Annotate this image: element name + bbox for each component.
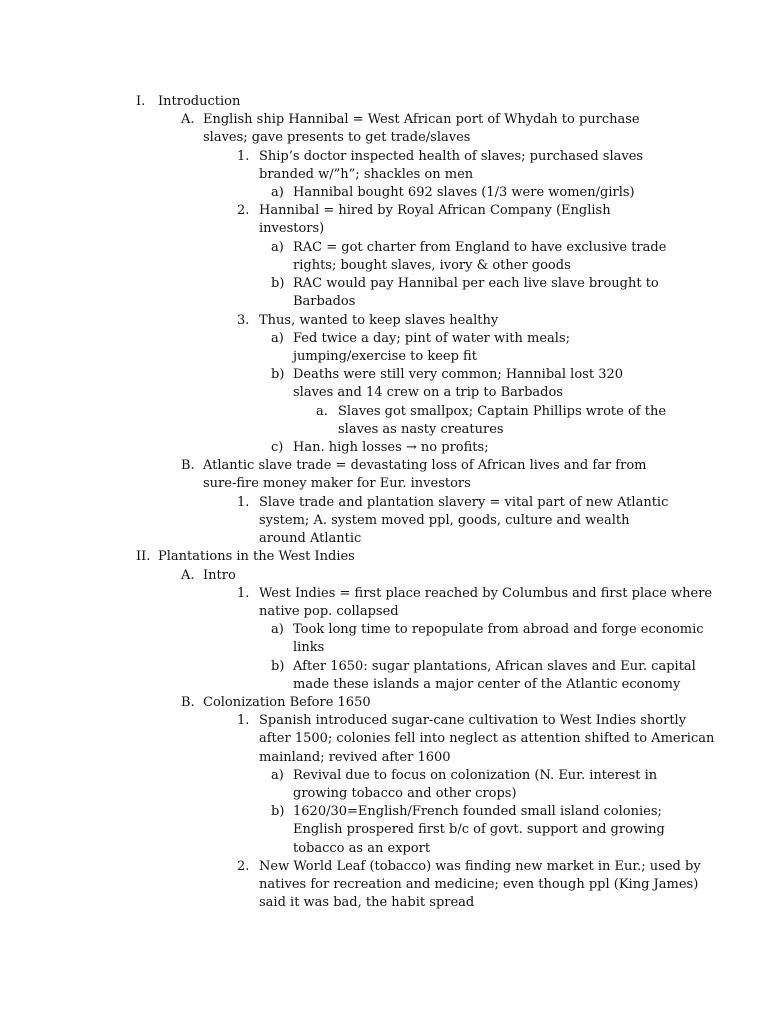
outline-text: Revival due to focus on colonization (N. Eur. interest in <box>293 768 658 783</box>
outline-text: RAC would pay Hannibal per each live slave brought to <box>293 276 659 291</box>
outline-marker: A. <box>181 568 195 583</box>
outline-marker: B. <box>181 458 195 473</box>
outline-marker: c) <box>271 440 284 455</box>
outline-text: said it was bad, the habit spread <box>259 895 475 910</box>
outline-marker: a) <box>271 622 284 637</box>
outline-marker: b) <box>271 659 285 674</box>
outline-marker: b) <box>271 276 285 291</box>
outline-text: Hannibal = hired by Royal African Company (English <box>259 203 611 218</box>
outline-text: slaves as nasty creatures <box>338 422 504 437</box>
outline-text: After 1650: sugar plantations, African slaves and Eur. capital <box>293 659 696 674</box>
outline-text: links <box>293 640 325 655</box>
outline-marker: b) <box>271 804 285 819</box>
outline-marker: a) <box>271 185 284 200</box>
outline-text: mainland; revived after 1600 <box>259 750 451 765</box>
outline-text: branded w/”h”; shackles on men <box>259 167 474 182</box>
outline-text: slaves and 14 crew on a trip to Barbados <box>293 385 563 400</box>
outline-text: around Atlantic <box>259 531 362 546</box>
outline-text: Plantations in the West Indies <box>158 549 355 564</box>
outline-text: Introduction <box>158 94 241 109</box>
outline-marker: a) <box>271 768 284 783</box>
outline-text: Deaths were still very common; Hannibal lost 320 <box>293 367 624 382</box>
outline-marker: 1. <box>237 713 250 728</box>
outline-text: Slave trade and plantation slavery = vital part of new Atlantic <box>259 495 669 510</box>
outline-marker: B. <box>181 695 195 710</box>
outline-marker: 1. <box>237 149 250 164</box>
outline-text: slaves; gave presents to get trade/slaves <box>203 130 471 145</box>
outline-text: Thus, wanted to keep slaves healthy <box>259 313 499 328</box>
outline-text: growing tobacco and other crops) <box>293 786 517 801</box>
outline-marker: b) <box>271 367 285 382</box>
outline-marker: A. <box>181 112 195 127</box>
outline-marker: a. <box>316 404 328 419</box>
outline-text: Intro <box>203 568 236 583</box>
outline-text: Barbados <box>293 294 356 309</box>
outline-text: Colonization Before 1650 <box>203 695 371 710</box>
outline-marker: a) <box>271 240 284 255</box>
outline-marker: 2. <box>237 203 250 218</box>
outline-text: Slaves got smallpox; Captain Phillips wrote of the <box>338 404 667 419</box>
outline-text: RAC = got charter from England to have exclusive trade <box>293 240 667 255</box>
outline-text: sure-fire money maker for Eur. investors <box>203 476 471 491</box>
outline-text: native pop. collapsed <box>259 604 399 619</box>
outline-text: English prospered first b/c of govt. support and growing <box>293 822 665 837</box>
outline-marker: 1. <box>237 586 250 601</box>
outline-text: tobacco as an export <box>293 841 431 856</box>
outline-text: 1620/30=English/French founded small island colonies; <box>293 804 662 819</box>
outline-marker: a) <box>271 331 284 346</box>
outline-text: New World Leaf (tobacco) was finding new market in Eur.; used by <box>259 859 701 874</box>
outline-marker: I. <box>136 94 146 109</box>
outline-text: jumping/exercise to keep fit <box>293 349 477 364</box>
outline-text: made these islands a major center of the Atlantic economy <box>293 677 681 692</box>
outline-text: Fed twice a day; pint of water with meals; <box>293 331 570 346</box>
outline-text: investors) <box>259 221 325 236</box>
outline-marker: 1. <box>237 495 250 510</box>
outline-marker: 2. <box>237 859 250 874</box>
outline-marker: II. <box>136 549 151 564</box>
outline-text: natives for recreation and medicine; even though ppl (King James) <box>259 877 699 892</box>
outline-text: Took long time to repopulate from abroad and forge economic <box>293 622 704 637</box>
outline-text: rights; bought slaves, ivory & other goods <box>293 258 571 273</box>
outline-text: Atlantic slave trade = devastating loss of African lives and far from <box>203 458 647 473</box>
outline-text: Spanish introduced sugar-cane cultivation to West Indies shortly <box>259 713 687 728</box>
outline-text: Han. high losses → no profits; <box>293 440 489 455</box>
outline-text: after 1500; colonies fell into neglect as attention shifted to American <box>259 731 715 746</box>
outline-text: English ship Hannibal = West African port of Whydah to purchase <box>203 112 640 127</box>
outline-text: Hannibal bought 692 slaves (1/3 were women/girls) <box>293 185 635 200</box>
outline-text: system; A. system moved ppl, goods, culture and wealth <box>259 513 630 528</box>
outline-text: West Indies = first place reached by Columbus and first place where <box>259 586 713 601</box>
outline-marker: 3. <box>237 313 250 328</box>
outline-text: Ship’s doctor inspected health of slaves; purchased slaves <box>259 149 644 164</box>
